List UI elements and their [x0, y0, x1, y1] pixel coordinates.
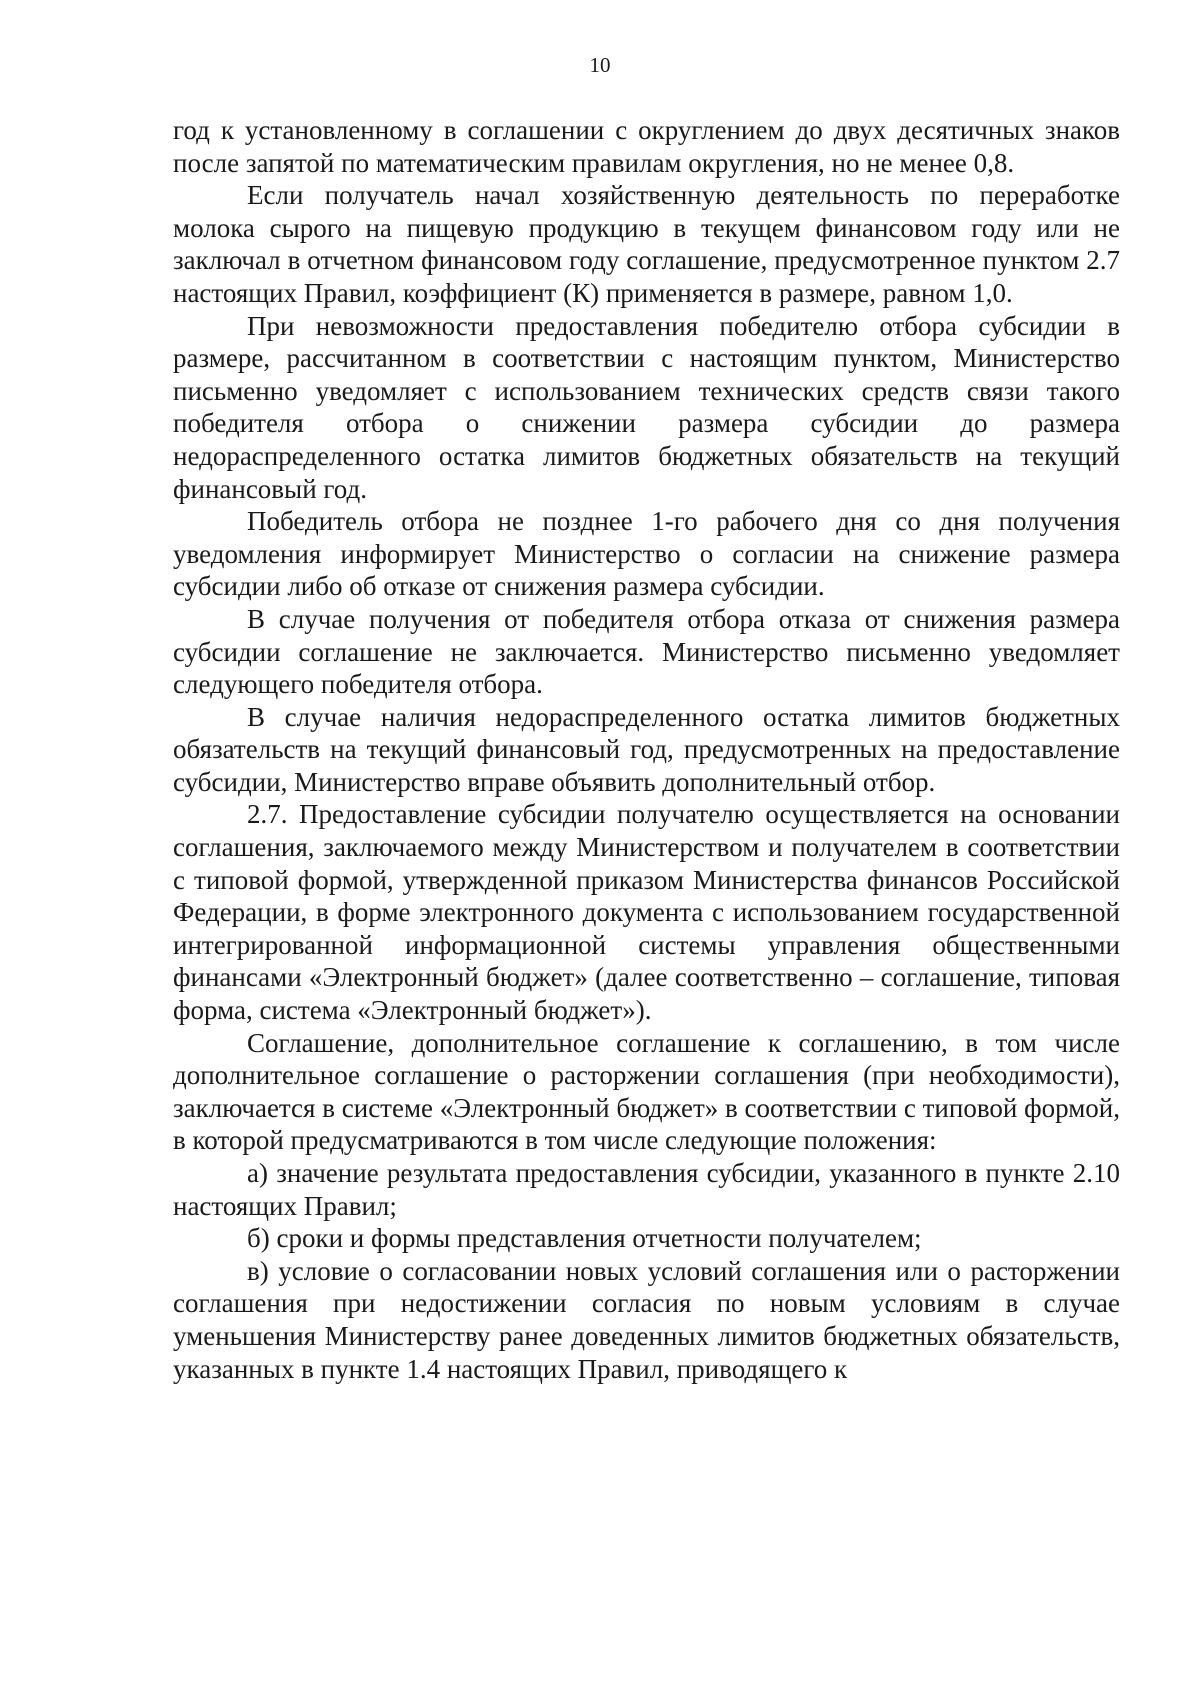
paragraph-continuation: год к установленному в соглашении с округлением до двух десятичных знаков после запятой по математическим правилам округления, но не менее 0,8.	[173, 115, 1120, 178]
list-item-b: б) сроки и формы представления отчетности получателем;	[247, 1223, 922, 1254]
paragraph: Победитель отбора не позднее 1-го рабочего дня со дня получения уведомления информирует Министерство о согласии на снижение размера субсидии либо об отказе от снижения размера субсидии.	[173, 506, 1120, 602]
paragraph: В случае наличия недораспределенного остатка лимитов бюджетных обязательств на текущий финансовый год, предусмотренных на предоставление субсидии, Министерство вправе объявить дополнительный отбор.	[173, 701, 1120, 797]
list-item-v: в) условие о согласовании новых условий соглашения или о расторжении соглашения при недостижении согласия по новым условиям в случае уменьшения Министерству ранее доведенных лимитов бюджетных обязательств, указанных в пункте 1.4 настоящих Правил, приводящего к	[173, 1255, 1120, 1384]
paragraph: Соглашение, дополнительное соглашение к соглашению, в том числе дополнительное соглашение о расторжении соглашения (при необходимости), заключается в системе «Электронный бюджет» в соответствии с типовой формой, в которой предусматриваются в том числе следующие положения:	[173, 1027, 1120, 1156]
page-number: 10	[589, 53, 611, 77]
paragraph: В случае получения от победителя отбора отказа от снижения размера субсидии соглашение не заключается. Министерство письменно уведомляет следующего победителя отбора.	[173, 603, 1120, 700]
section-2-7-paragraph: 2.7. Предоставление субсидии получателю осуществляется на основании соглашения, заключаемого между Министерством и получателем в соответствии с типовой формой, утвержденной приказом Министерства финансов Российской Федерации, в форме электронного документа с использованием государственной интегрированной информационной системы управления общественными финансами «Электронный бюджет» (далее соответственно – соглашение, типовая форма, система «Электронный бюджет»).	[173, 799, 1120, 1026]
paragraph: При невозможности предоставления победителю отбора субсидии в размере, рассчитанном в соответствии с настоящим пунктом, Министерство письменно уведомляет с использованием технических средств связи такого победителя отбора о снижении размера субсидии до размера недораспределенного остатка лимитов бюджетных обязательств на текущий финансовый год.	[173, 310, 1120, 504]
document-body	[173, 114, 1120, 1385]
paragraph: Если получатель начал хозяйственную деятельность по переработке молока сырого на пищевую продукцию в текущем финансовом году или не заключал в отчетном финансовом году соглашение, предусмотренное пунктом 2.7 настоящих Правил, коэффициент (К) применяется в размере, равном 1,0.	[173, 180, 1120, 308]
list-item-a: а) значение результата предоставления субсидии, указанного в пункте 2.10 настоящих Правил;	[173, 1158, 1120, 1221]
